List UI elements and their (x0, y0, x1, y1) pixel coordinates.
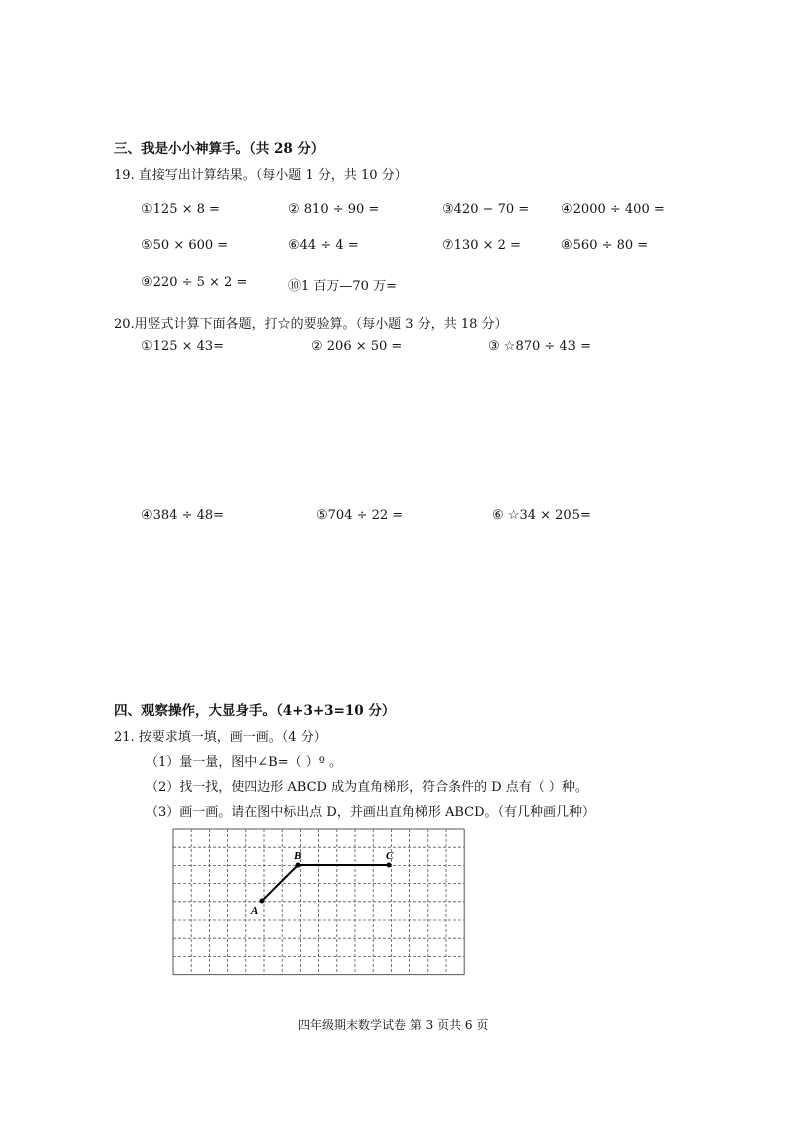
page-footer: 四年级期末数学试卷 第 3 页共 6 页 (298, 1018, 489, 1032)
q19-item-10: ⑩1 百万—70 万= (288, 279, 397, 294)
q19-item-4: ④2000 ÷ 400 = (561, 202, 665, 217)
q20-item-2: ② 206 × 50 = (311, 339, 403, 354)
grid-lines (173, 829, 464, 975)
question-19-title: 19. 直接写出计算结果。（每小题 1 分，共 10 分） (114, 168, 408, 183)
q20-item-5: ⑤704 ÷ 22 = (316, 508, 404, 523)
question-20-title: 20.用竖式计算下面各题，打☆的要验算。（每小题 3 分，共 18 分） (114, 317, 508, 332)
q20-item-4: ④384 ÷ 48= (141, 508, 225, 523)
point-a-label: A (251, 905, 259, 917)
q20-item-3: ③ ☆870 ÷ 43 = (488, 339, 591, 354)
q19-item-9: ⑨220 ÷ 5 × 2 = (141, 275, 248, 290)
q19-item-6: ⑥44 ÷ 4 = (288, 238, 359, 253)
q19-item-3: ③420 − 70 = (442, 202, 530, 217)
q21-part-3: （3）画一画。请在图中标出点 D，并画出直角梯形 ABCD。（有几种画几种） (145, 805, 596, 820)
q19-item-2: ② 810 ÷ 90 = (288, 202, 380, 217)
q21-part-2: （2）找一找，使四边形 ABCD 成为直角梯形，符合条件的 D 点有（ ）种。 (145, 780, 588, 795)
question-21-title: 21. 按要求填一填，画一画。（4 分） (114, 730, 327, 745)
q21-part-1: （1）量一量，图中∠B=（ ）º 。 (145, 755, 342, 770)
q19-item-1: ①125 × 8 = (141, 202, 220, 217)
grid-figure (171, 827, 465, 977)
q19-item-5: ⑤50 × 600 = (141, 238, 229, 253)
point-c (387, 863, 392, 868)
q20-item-6: ⑥ ☆34 × 205= (492, 508, 591, 523)
section-3-title: 三、我是小小神算手。（共 28 分） (114, 141, 325, 157)
point-c-label: C (386, 850, 394, 862)
q19-item-8: ⑧560 ÷ 80 = (561, 238, 649, 253)
section-4-title: 四、观察操作，大显身手。（4+3+3=10 分） (114, 703, 396, 719)
segment-ab (262, 865, 298, 901)
point-a (260, 899, 265, 904)
q19-item-7: ⑦130 × 2 = (442, 238, 521, 253)
q20-item-1: ①125 × 43= (141, 339, 225, 354)
point-b (296, 863, 301, 868)
point-b-label: B (294, 850, 302, 862)
